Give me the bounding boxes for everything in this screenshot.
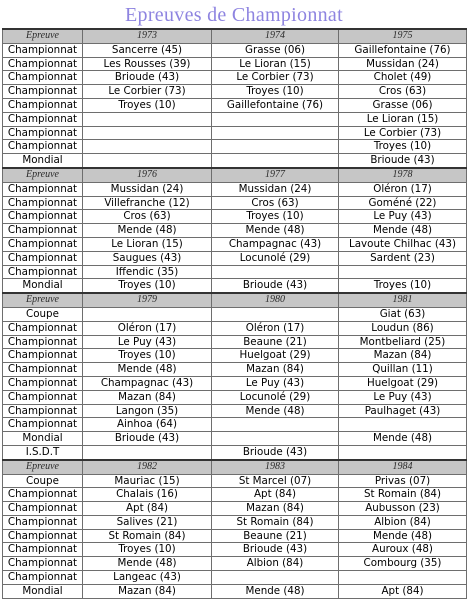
header-cell-year: 1974 xyxy=(212,29,339,43)
venue-cell: Montbeliard (25) xyxy=(339,335,467,349)
table-row xyxy=(3,488,467,502)
event-type-cell: Championnat xyxy=(3,335,83,349)
year-header-row xyxy=(3,293,467,307)
venue-cell: Troyes (10) xyxy=(339,140,467,154)
venue-cell: Brioude (43) xyxy=(339,154,467,168)
venue-cell: Sancerre (45) xyxy=(83,43,212,57)
table-row xyxy=(3,404,467,418)
venue-cell: Huelgoat (29) xyxy=(212,349,339,363)
venue-cell: Cros (63) xyxy=(83,210,212,224)
event-type-cell: Mondial xyxy=(3,154,83,168)
table-row xyxy=(3,584,467,598)
table-row xyxy=(3,279,467,293)
venue-cell: Apt (84) xyxy=(212,488,339,502)
event-type-cell: Championnat xyxy=(3,224,83,238)
venue-cell: Albion (84) xyxy=(212,557,339,571)
table-row xyxy=(3,196,467,210)
venue-cell: Cros (63) xyxy=(339,85,467,99)
venue-cell xyxy=(339,265,467,279)
venue-cell xyxy=(83,140,212,154)
venue-cell: Le Puy (43) xyxy=(339,210,467,224)
header-cell-year: 1976 xyxy=(83,168,212,182)
venue-cell: Mussidan (24) xyxy=(339,57,467,71)
venue-cell: Le Puy (43) xyxy=(212,376,339,390)
venue-cell: Mazan (84) xyxy=(212,502,339,516)
event-type-cell: Championnat xyxy=(3,57,83,71)
event-type-cell: Championnat xyxy=(3,488,83,502)
table-row xyxy=(3,154,467,168)
venue-cell: Gaillefontaine (76) xyxy=(339,43,467,57)
table-row xyxy=(3,182,467,196)
header-cell-year: 1973 xyxy=(83,29,212,43)
event-type-cell: Championnat xyxy=(3,182,83,196)
venue-cell: Le Lioran (15) xyxy=(83,237,212,251)
header-cell-year: 1982 xyxy=(83,460,212,474)
venue-cell: Les Rousses (39) xyxy=(83,57,212,71)
venue-cell: Combourg (35) xyxy=(339,557,467,571)
venue-cell: Giat (63) xyxy=(339,307,467,321)
event-type-cell: Mondial xyxy=(3,432,83,446)
venue-cell: Beaune (21) xyxy=(212,335,339,349)
venue-cell: Mussidan (24) xyxy=(83,182,212,196)
table-row xyxy=(3,571,467,585)
venue-cell: Brioude (43) xyxy=(212,279,339,293)
header-cell-year: 1981 xyxy=(339,293,467,307)
venue-cell xyxy=(83,307,212,321)
venue-cell: Troyes (10) xyxy=(83,349,212,363)
venue-cell: Le Lioran (15) xyxy=(339,112,467,126)
venue-cell xyxy=(212,432,339,446)
table-row xyxy=(3,376,467,390)
venue-cell: Mazan (84) xyxy=(83,584,212,598)
venue-cell xyxy=(212,571,339,585)
event-type-cell: Championnat xyxy=(3,251,83,265)
venue-cell xyxy=(212,307,339,321)
venue-cell xyxy=(212,112,339,126)
venue-cell: Champagnac (43) xyxy=(212,237,339,251)
event-type-cell: Championnat xyxy=(3,543,83,557)
table-row xyxy=(3,474,467,488)
table-row xyxy=(3,71,467,85)
venue-cell: Cholet (49) xyxy=(339,71,467,85)
venue-cell xyxy=(212,265,339,279)
championship-table xyxy=(2,28,467,599)
venue-cell: Mende (48) xyxy=(83,557,212,571)
venue-cell: Troyes (10) xyxy=(339,279,467,293)
table-row xyxy=(3,251,467,265)
venue-cell: Le Puy (43) xyxy=(83,335,212,349)
venue-cell: Le Corbier (73) xyxy=(83,85,212,99)
venue-cell: Brioude (43) xyxy=(83,71,212,85)
table-row xyxy=(3,224,467,238)
venue-cell: St Romain (84) xyxy=(212,515,339,529)
event-type-cell: Championnat xyxy=(3,529,83,543)
venue-cell: Langeac (43) xyxy=(83,571,212,585)
event-type-cell: Championnat xyxy=(3,502,83,516)
venue-cell: Troyes (10) xyxy=(83,98,212,112)
venue-cell: Villefranche (12) xyxy=(83,196,212,210)
venue-cell: Mende (48) xyxy=(83,224,212,238)
table-row xyxy=(3,349,467,363)
venue-cell: Troyes (10) xyxy=(212,85,339,99)
venue-cell: Paulhaget (43) xyxy=(339,404,467,418)
venue-cell: Oléron (17) xyxy=(212,321,339,335)
event-type-cell: Championnat xyxy=(3,349,83,363)
venue-cell: Locunolé (29) xyxy=(212,390,339,404)
table-row xyxy=(3,390,467,404)
venue-cell xyxy=(212,418,339,432)
venue-cell: Mende (48) xyxy=(339,529,467,543)
venue-cell xyxy=(212,126,339,140)
venue-cell: Mazan (84) xyxy=(83,390,212,404)
venue-cell: Mende (48) xyxy=(83,363,212,377)
venue-cell: Apt (84) xyxy=(83,502,212,516)
event-type-cell: I.S.D.T xyxy=(3,445,83,459)
venue-cell: Loudun (86) xyxy=(339,321,467,335)
venue-cell: Mende (48) xyxy=(212,404,339,418)
venue-cell: Privas (07) xyxy=(339,474,467,488)
year-header-row xyxy=(3,29,467,43)
header-cell-year: 1979 xyxy=(83,293,212,307)
venue-cell: Brioude (43) xyxy=(83,432,212,446)
event-type-cell: Championnat xyxy=(3,557,83,571)
table-row xyxy=(3,432,467,446)
venue-cell: Saugues (43) xyxy=(83,251,212,265)
header-cell-year: 1977 xyxy=(212,168,339,182)
event-type-cell: Championnat xyxy=(3,85,83,99)
venue-cell: Mende (48) xyxy=(339,224,467,238)
venue-cell: Salives (21) xyxy=(83,515,212,529)
venue-cell: Mende (48) xyxy=(339,432,467,446)
venue-cell: Gaillefontaine (76) xyxy=(212,98,339,112)
header-cell-year: 1980 xyxy=(212,293,339,307)
venue-cell xyxy=(339,418,467,432)
event-type-cell: Mondial xyxy=(3,584,83,598)
table-row xyxy=(3,210,467,224)
page-title: Epreuves de Championnat xyxy=(125,4,343,26)
header-cell-year: 1984 xyxy=(339,460,467,474)
venue-cell xyxy=(212,154,339,168)
event-type-cell: Coupe xyxy=(3,307,83,321)
venue-cell: Oléron (17) xyxy=(83,321,212,335)
header-cell-event: Epreuve xyxy=(3,293,83,307)
event-type-cell: Championnat xyxy=(3,210,83,224)
venue-cell: Mazan (84) xyxy=(212,363,339,377)
table-row xyxy=(3,126,467,140)
venue-cell xyxy=(339,571,467,585)
venue-cell xyxy=(83,112,212,126)
venue-cell: Troyes (10) xyxy=(83,279,212,293)
table-row xyxy=(3,43,467,57)
table-row xyxy=(3,557,467,571)
venue-cell: Grasse (06) xyxy=(212,43,339,57)
venue-cell: Apt (84) xyxy=(339,584,467,598)
venue-cell: Le Corbier (73) xyxy=(339,126,467,140)
table-row xyxy=(3,85,467,99)
venue-cell: Locunolé (29) xyxy=(212,251,339,265)
venue-cell: Sardent (23) xyxy=(339,251,467,265)
venue-cell: Mauriac (15) xyxy=(83,474,212,488)
venue-cell: Quillan (11) xyxy=(339,363,467,377)
venue-cell: Goméné (22) xyxy=(339,196,467,210)
header-cell-event: Epreuve xyxy=(3,460,83,474)
venue-cell xyxy=(83,154,212,168)
venue-cell: Mazan (84) xyxy=(339,349,467,363)
venue-cell: St Romain (84) xyxy=(339,488,467,502)
table-row xyxy=(3,363,467,377)
venue-cell: Beaune (21) xyxy=(212,529,339,543)
header-cell-event: Epreuve xyxy=(3,168,83,182)
venue-cell: Grasse (06) xyxy=(339,98,467,112)
event-type-cell: Championnat xyxy=(3,43,83,57)
document-page xyxy=(2,2,466,598)
venue-cell xyxy=(339,445,467,459)
year-header-row xyxy=(3,168,467,182)
year-header-row xyxy=(3,460,467,474)
table-row xyxy=(3,445,467,459)
table-row xyxy=(3,98,467,112)
venue-cell: Mende (48) xyxy=(212,224,339,238)
venue-cell: Mussidan (24) xyxy=(212,182,339,196)
table-row xyxy=(3,265,467,279)
venue-cell: Aubusson (23) xyxy=(339,502,467,516)
venue-cell: Champagnac (43) xyxy=(83,376,212,390)
venue-cell: Huelgoat (29) xyxy=(339,376,467,390)
table-row xyxy=(3,112,467,126)
venue-cell xyxy=(212,140,339,154)
event-type-cell: Championnat xyxy=(3,98,83,112)
table-row xyxy=(3,335,467,349)
event-type-cell: Championnat xyxy=(3,515,83,529)
venue-cell: Troyes (10) xyxy=(212,210,339,224)
header-cell-year: 1983 xyxy=(212,460,339,474)
venue-cell: Lavoute Chilhac (43) xyxy=(339,237,467,251)
venue-cell: Chalais (16) xyxy=(83,488,212,502)
venue-cell: Brioude (43) xyxy=(212,445,339,459)
table-row xyxy=(3,529,467,543)
table-row xyxy=(3,543,467,557)
table-row xyxy=(3,237,467,251)
event-type-cell: Coupe xyxy=(3,474,83,488)
event-type-cell: Championnat xyxy=(3,126,83,140)
event-type-cell: Championnat xyxy=(3,404,83,418)
venue-cell: Le Puy (43) xyxy=(339,390,467,404)
venue-cell: Langon (35) xyxy=(83,404,212,418)
venue-cell xyxy=(83,445,212,459)
venue-cell: Mende (48) xyxy=(212,584,339,598)
table-row xyxy=(3,307,467,321)
venue-cell: Ainhoa (64) xyxy=(83,418,212,432)
venue-cell xyxy=(83,126,212,140)
venue-cell: Le Lioran (15) xyxy=(212,57,339,71)
table-row xyxy=(3,321,467,335)
venue-cell: Auroux (48) xyxy=(339,543,467,557)
venue-cell: Cros (63) xyxy=(212,196,339,210)
event-type-cell: Championnat xyxy=(3,376,83,390)
event-type-cell: Championnat xyxy=(3,363,83,377)
table-row xyxy=(3,57,467,71)
table-row xyxy=(3,502,467,516)
venue-cell: St Marcel (07) xyxy=(212,474,339,488)
table-row xyxy=(3,140,467,154)
venue-cell: Troyes (10) xyxy=(83,543,212,557)
event-type-cell: Championnat xyxy=(3,237,83,251)
venue-cell: Le Corbier (73) xyxy=(212,71,339,85)
event-type-cell: Championnat xyxy=(3,265,83,279)
venue-cell: St Romain (84) xyxy=(83,529,212,543)
event-type-cell: Championnat xyxy=(3,321,83,335)
event-type-cell: Championnat xyxy=(3,571,83,585)
event-type-cell: Championnat xyxy=(3,140,83,154)
header-cell-year: 1975 xyxy=(339,29,467,43)
venue-cell: Iffendic (35) xyxy=(83,265,212,279)
venue-cell: Oléron (17) xyxy=(339,182,467,196)
venue-cell: Albion (84) xyxy=(339,515,467,529)
header-cell-year: 1978 xyxy=(339,168,467,182)
event-type-cell: Championnat xyxy=(3,196,83,210)
event-type-cell: Mondial xyxy=(3,279,83,293)
event-type-cell: Championnat xyxy=(3,112,83,126)
venue-cell: Brioude (43) xyxy=(212,543,339,557)
table-row xyxy=(3,515,467,529)
event-type-cell: Championnat xyxy=(3,418,83,432)
event-type-cell: Championnat xyxy=(3,71,83,85)
table-row xyxy=(3,418,467,432)
event-type-cell: Championnat xyxy=(3,390,83,404)
header-cell-event: Epreuve xyxy=(3,29,83,43)
